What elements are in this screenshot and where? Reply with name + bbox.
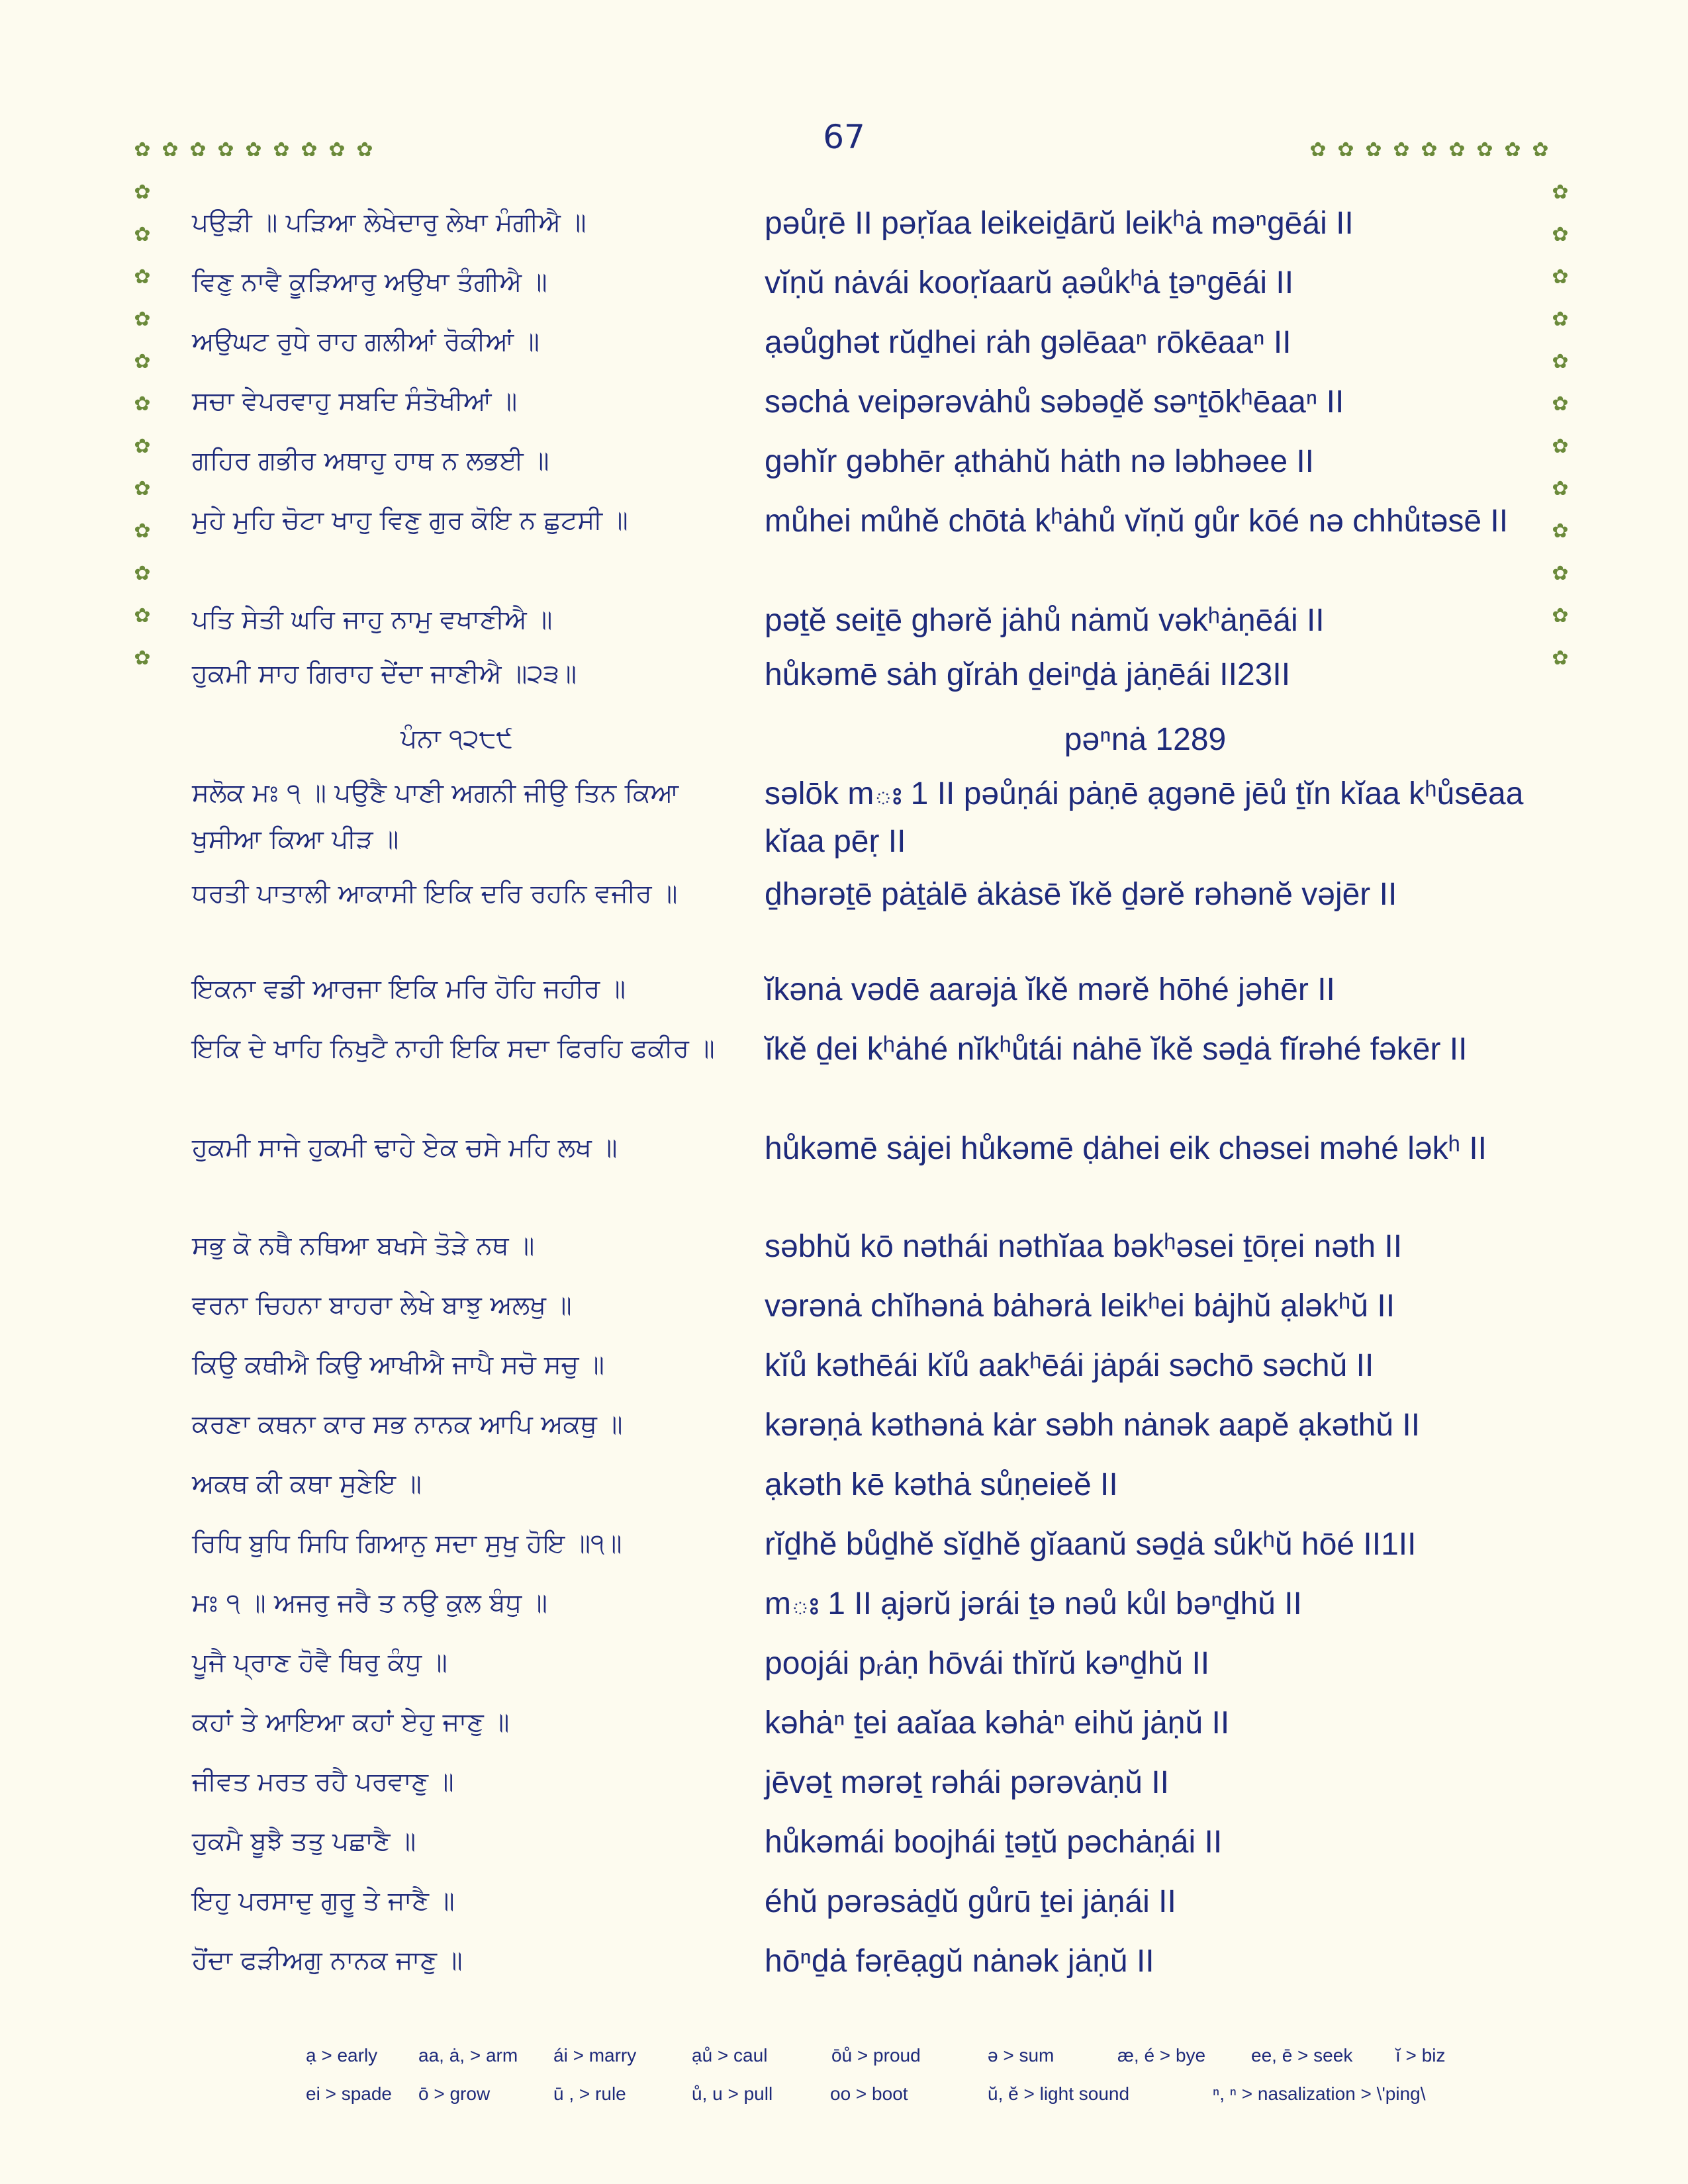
legend-item: æ, é > bye	[1117, 2045, 1206, 2066]
transliteration-line: gəhĭr gəbhēr ạthȧhŭ hȧth nə ləbhəee II	[765, 444, 1315, 479]
flower-icon: ✿	[162, 138, 179, 161]
flower-icon: ✿	[1552, 308, 1569, 331]
gurmukhi-line: ਹੁਕਮੀ ਸਾਹ ਗਿਰਾਹ ਦੇਂਦਾ ਜਾਣੀਐ ॥੨੩॥	[192, 659, 577, 689]
transliteration-line: ạəůghət rŭḏhei rȧh gəlēaaⁿ rōkēaaⁿ II	[765, 325, 1291, 360]
flower-icon: ✿	[1552, 265, 1569, 289]
flower-icon: ✿	[1552, 520, 1569, 543]
flower-icon: ✿	[1309, 138, 1327, 161]
flower-icon: ✿	[134, 520, 151, 543]
transliteration-page-marker: pəⁿnȧ 1289	[1064, 722, 1227, 757]
flower-icon: ✿	[1552, 562, 1569, 585]
flower-icon: ✿	[1476, 138, 1493, 161]
transliteration-line: ĭkĕ ḏei kʰȧhé nĭkʰůtái nȧhē ĭkĕ səḏȧ fĭrəhé fəkēr II	[765, 1032, 1468, 1067]
flower-icon: ✿	[328, 138, 346, 161]
flower-icon: ✿	[1552, 181, 1569, 204]
flower-icon: ✿	[134, 265, 151, 289]
transliteration-line: vərənȧ chĭhənȧ bȧhərȧ leikʰei bȧjhŭ ạləkʰŭ II	[765, 1289, 1395, 1324]
transliteration-line: ḏhərəṯē pȧṯȧlē ȧkȧsē ĭkĕ ḏərĕ rəhənĕ vəjēr II	[765, 877, 1397, 912]
transliteration-line: rĭḏhĕ bůḏhĕ sĭḏhĕ gĭaanŭ səḏȧ sůkʰŭ hōé II1II	[765, 1527, 1417, 1562]
gurmukhi-line: ਹੋਂਦਾ ਫੜੀਅਗੁ ਨਾਨਕ ਜਾਣੁ ॥	[192, 1946, 463, 1976]
transliteration-line: kəhȧⁿ ṯei aaĭaa kəhȧⁿ eihŭ jȧṇŭ II	[765, 1706, 1230, 1741]
flower-icon: ✿	[1504, 138, 1521, 161]
legend-item: ū , > rule	[553, 2083, 626, 2104]
gurmukhi-line: ਵਰਨਾ ਚਿਹਨਾ ਬਾਹਰਾ ਲੇਖੇ ਬਾਝੁ ਅਲਖੁ ॥	[192, 1291, 572, 1320]
transliteration-line: jēvəṯ mərəṯ rəhái pərəvȧṇŭ II	[765, 1765, 1169, 1800]
transliteration-line: ĭkənȧ vədē aarəjȧ ĭkĕ mərĕ hōhé jəhēr II	[765, 972, 1335, 1007]
gurmukhi-page-marker: ਪੰਨਾ ੧੨੮੯	[400, 724, 513, 754]
flower-icon: ✿	[134, 392, 151, 416]
legend-item: ōů > proud	[831, 2045, 921, 2066]
gurmukhi-line: ਕਹਾਂ ਤੇ ਆਇਆ ਕਹਾਂ ਏਹੁ ਜਾਣੁ ॥	[192, 1707, 510, 1737]
transliteration-line: hůkəmē sȧjei hůkəmē ḍȧhei eik chəsei məhé ləkʰ II	[765, 1131, 1487, 1166]
transliteration-line: hůkəmē sȧh gĭrȧh ḏeiⁿḏȧ jȧṇēái II23II	[765, 657, 1291, 692]
gurmukhi-line: ਹੁਕਮੈ ਬੂਝੈ ਤਤੁ ਪਛਾਣੈ ॥	[192, 1827, 416, 1856]
gurmukhi-line: ਮਃ ੧ ॥ ਅਜਰੁ ਜਰੈ ਤ ਨਉ ਕੁਲ ਬੰਧੁ ॥	[192, 1588, 547, 1618]
transliteration-line: poojái pᵣȧṇ hōvái thĭrŭ kəⁿḏhŭ II	[765, 1646, 1210, 1681]
gurmukhi-line: ਇਕਿ ਦੇ ਖਾਹਿ ਨਿਖੁਟੈ ਨਾਹੀ ਇਕਿ ਸਦਾ ਫਿਰਹਿ ਫਕੀਰ ॥	[192, 1034, 715, 1064]
transliteration-line: hůkəmái boojhái ṯəṯŭ pəchȧṇái II	[765, 1825, 1223, 1860]
transliteration-line: kĭů kəthēái kĭů aakʰēái jȧpái səchō səchŭ II	[765, 1348, 1374, 1383]
legend-item: ái > marry	[553, 2045, 637, 2066]
flower-icon: ✿	[301, 138, 318, 161]
flower-icon: ✿	[356, 138, 373, 161]
flower-icon: ✿	[1337, 138, 1354, 161]
legend-item: ō > grow	[418, 2083, 491, 2104]
legend-item: aa, ȧ, > arm	[418, 2045, 518, 2066]
flower-icon: ✿	[134, 138, 151, 161]
transliteration-line: mః 1 II ạjərŭ jərái ṯə nəů kůl bəⁿḏhŭ II	[765, 1586, 1302, 1621]
flower-icon: ✿	[189, 138, 207, 161]
transliteration-line: éhŭ pərəsȧḏŭ gůrū ṯei jȧṇái II	[765, 1884, 1176, 1919]
gurmukhi-line: ਗਹਿਰ ਗਭੀਰ ਅਥਾਹੁ ਹਾਥ ਨ ਲਭਈ ॥	[192, 446, 549, 476]
flower-icon: ✿	[217, 138, 234, 161]
legend-item: ei > spade	[306, 2083, 392, 2104]
gurmukhi-line: ਅਉਘਟ ਰੁਧੇ ਰਾਹ ਗਲੀਆਂ ਰੋਕੀਆਂ ॥	[192, 327, 539, 357]
page-number: 67	[823, 118, 865, 156]
flower-icon: ✿	[1552, 435, 1569, 458]
gurmukhi-line: ਧਰਤੀ ਪਾਤਾਲੀ ਆਕਾਸੀ ਇਕਿ ਦਰਿ ਰਹਨਿ ਵਜੀਰ ॥	[192, 879, 678, 909]
transliteration-line: můhei můhĕ chōtȧ kʰȧhů vĭṇŭ gůr kōé nə chhůtəsē II	[765, 504, 1509, 539]
legend-item: ŭ, ĕ > light sound	[988, 2083, 1130, 2104]
transliteration-line: vĭṇŭ nȧvái kooṛĭaarŭ ạəůkʰȧ ṯəⁿgēái II	[765, 265, 1294, 300]
legend-item: ạů > caul	[692, 2045, 768, 2066]
gurmukhi-line: ਪਤਿ ਸੇਤੀ ਘਰਿ ਜਾਹੁ ਨਾਮੁ ਵਖਾਣੀਐ ॥	[192, 605, 553, 635]
flower-icon: ✿	[1393, 138, 1410, 161]
legend-item: ə > sum	[988, 2045, 1055, 2066]
transliteration-line: pəṯĕ seiṯē ghərĕ jȧhů nȧmŭ vəkʰȧṇēái II	[765, 603, 1325, 638]
transliteration-line: hōⁿḏȧ fəṛēạgŭ nȧnək jȧṇŭ II	[765, 1944, 1154, 1979]
gurmukhi-line: ਕਰਣਾ ਕਥਨਾ ਕਾਰ ਸਭ ਨਾਨਕ ਆਪਿ ਅਕਥੁ ॥	[192, 1410, 623, 1439]
transliteration-line: ạkəth kē kəthȧ sůṇeieĕ II	[765, 1467, 1118, 1502]
gurmukhi-line: ਜੀਵਤ ਮਰਤ ਰਹੈ ਪਰਵਾਣੁ ॥	[192, 1767, 454, 1797]
legend-item: ạ > early	[306, 2045, 378, 2066]
flower-icon: ✿	[1552, 350, 1569, 373]
transliteration-line: səchȧ veipərəvȧhů səbəḏĕ səⁿṯōkʰēaaⁿ II	[765, 385, 1344, 420]
gurmukhi-line: ਇਹੁ ਪਰਸਾਦੁ ਗੁਰੂ ਤੇ ਜਾਣੈ ॥	[192, 1886, 455, 1916]
gurmukhi-line: ਮੁਹੇ ਮੁਹਿ ਚੋਟਾ ਖਾਹੁ ਵਿਣੁ ਗੁਰ ਕੋਇ ਨ ਛੁਟਸੀ ॥	[192, 506, 628, 535]
flower-icon: ✿	[1552, 477, 1569, 500]
flower-icon: ✿	[134, 477, 151, 500]
gurmukhi-line: ਸਲੋਕ ਮਃ ੧ ॥ ਪਉਣੈ ਪਾਣੀ ਅਗਨੀ ਜੀਉ ਤਿਨ ਕਿਆ ਖੁਸੀਆ ਕਿਆ ਪੀੜ ॥	[192, 778, 679, 854]
flower-icon: ✿	[134, 223, 151, 246]
gurmukhi-line: ਰਿਧਿ ਬੁਧਿ ਸਿਧਿ ਗਿਆਨੁ ਸਦਾ ਸੁਖੁ ਹੋਇ ॥੧॥	[192, 1529, 622, 1559]
gurmukhi-line: ਪੂਜੈ ਪ੍ਰਾਣ ਹੋਵੈ ਥਿਰੁ ਕੰਧੁ ॥	[192, 1648, 447, 1678]
flower-icon: ✿	[134, 308, 151, 331]
flower-icon: ✿	[1448, 138, 1466, 161]
flower-icon: ✿	[134, 181, 151, 204]
flower-icon: ✿	[245, 138, 262, 161]
flower-icon: ✿	[1365, 138, 1382, 161]
gurmukhi-line: ਇਕਨਾ ਵਡੀ ਆਰਜਾ ਇਕਿ ਮਰਿ ਹੋਹਿ ਜਹੀਰ ॥	[192, 974, 626, 1004]
gurmukhi-line: ਸਚਾ ਵੇਪਰਵਾਹੁ ਸਬਦਿ ਸੰਤੋਖੀਆਂ ॥	[192, 387, 518, 416]
flower-icon: ✿	[134, 350, 151, 373]
legend-item: ů, u > pull	[692, 2083, 773, 2104]
legend-item: oo > boot	[830, 2083, 908, 2104]
flower-icon: ✿	[1552, 604, 1569, 627]
gurmukhi-line: ਕਿਉ ਕਥੀਐ ਕਿਉ ਆਖੀਐ ਜਾਪੈ ਸਚੋ ਸਚੁ ॥	[192, 1350, 604, 1380]
flower-icon: ✿	[273, 138, 290, 161]
flower-icon: ✿	[134, 435, 151, 458]
flower-icon: ✿	[134, 562, 151, 585]
flower-icon: ✿	[1552, 647, 1569, 670]
flower-icon: ✿	[134, 647, 151, 670]
flower-icon: ✿	[1532, 138, 1549, 161]
transliteration-line: pəůṛē II pəṛĭaa leikeiḏārŭ leikʰȧ məⁿgēái II	[765, 206, 1354, 241]
legend-item: ee, ē > seek	[1251, 2045, 1353, 2066]
flower-icon: ✿	[1552, 392, 1569, 416]
gurmukhi-line: ਪਉੜੀ ॥ ਪੜਿਆ ਲੇਖੇਦਾਰੁ ਲੇਖਾ ਮੰਗੀਐ ॥	[192, 208, 586, 238]
flower-icon: ✿	[1421, 138, 1438, 161]
gurmukhi-line: ਸਭੁ ਕੋ ਨਥੈ ਨਥਿਆ ਬਖਸੇ ਤੋੜੇ ਨਥ ॥	[192, 1231, 535, 1261]
legend-item: ⁿ, ⁿ > nasalization > \'ping\	[1213, 2083, 1426, 2104]
legend-item: ĭ > biz	[1395, 2045, 1446, 2066]
flower-icon: ✿	[134, 604, 151, 627]
flower-icon: ✿	[1552, 223, 1569, 246]
gurmukhi-line: ਵਿਣੁ ਨਾਵੈ ਕੂੜਿਆਰੁ ਅਉਖਾ ਤੰਗੀਐ ॥	[192, 267, 547, 297]
gurmukhi-line: ਅਕਥ ਕੀ ਕਥਾ ਸੁਣੇਇ ॥	[192, 1469, 422, 1499]
gurmukhi-line: ਹੁਕਮੀ ਸਾਜੇ ਹੁਕਮੀ ਢਾਹੇ ਏਕ ਚਸੇ ਮਹਿ ਲਖ ॥	[192, 1133, 618, 1163]
transliteration-line: kərəṇȧ kəthənȧ kȧr səbh nȧnək aapĕ ạkəthŭ II	[765, 1408, 1421, 1443]
transliteration-line: səbhŭ kō nəthái nəthĭaa bəkʰəsei ṯōṛei nəth II	[765, 1229, 1403, 1264]
transliteration-line: səlōk mః 1 II pəůṇái pȧṇē ạgənē jēů ṯĭn kĭaa kʰůsēaa kĭaa pēṛ II	[765, 776, 1524, 859]
